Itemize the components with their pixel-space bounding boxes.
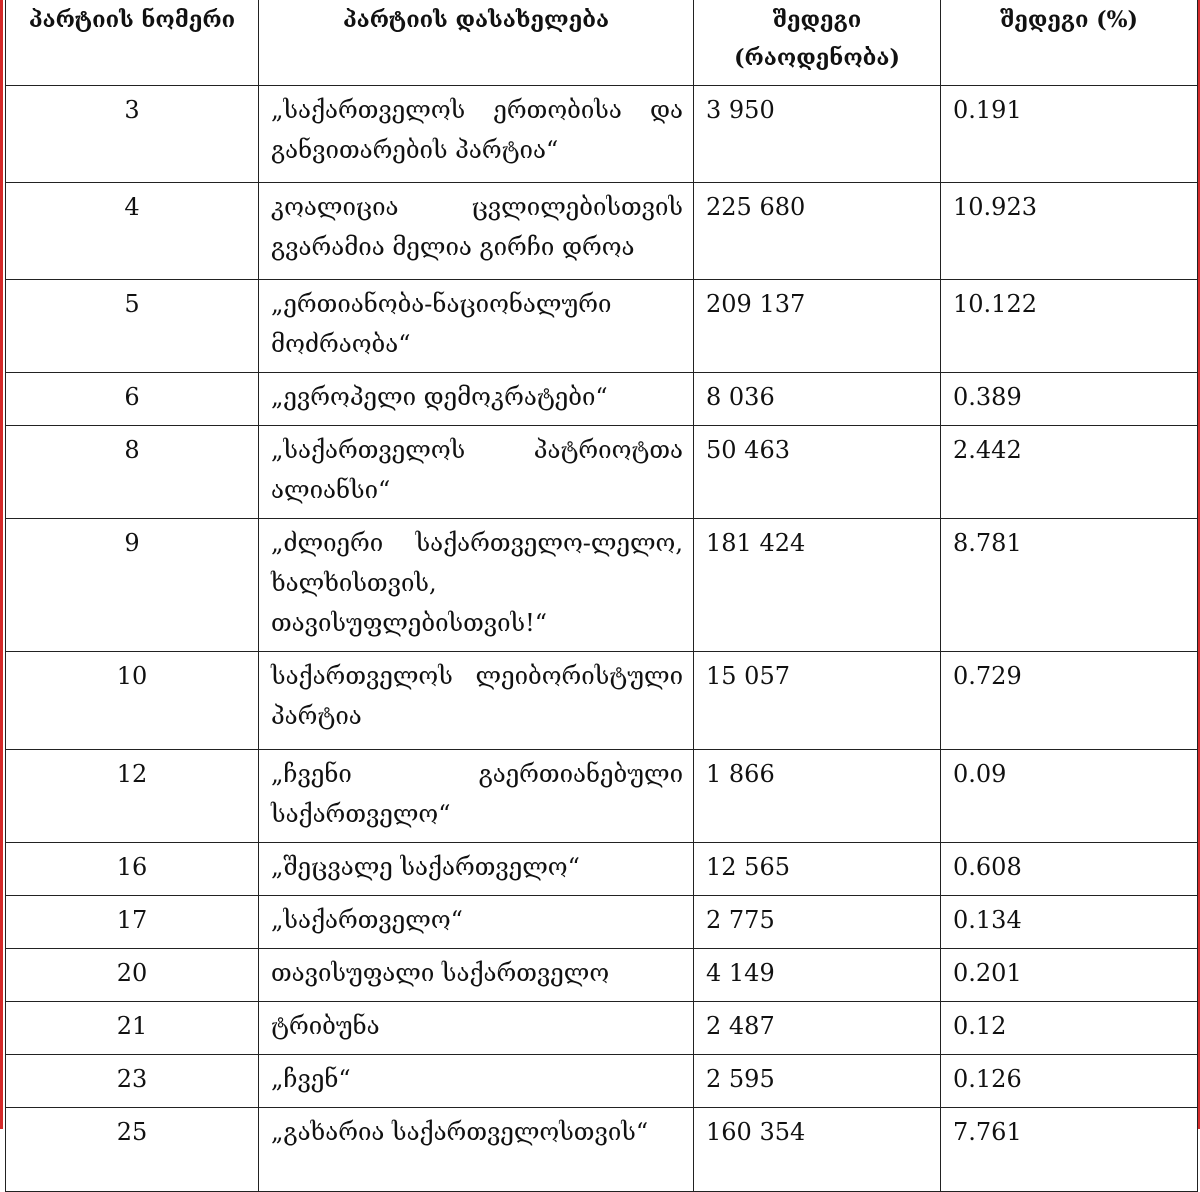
party-name: „საქართველოს ერთობისა და განვითარების პარტია“ <box>259 86 694 183</box>
vote-percent: 2.442 <box>941 426 1198 519</box>
header-row <box>6 0 1198 86</box>
table-row <box>6 280 1198 373</box>
table-row <box>6 1002 1198 1055</box>
party-name: კოალიცია ცვლილებისთვის გვარამია მელია გირჩი დროა <box>259 183 694 280</box>
vote-count: 50 463 <box>694 426 941 519</box>
vote-percent: 10.923 <box>941 183 1198 280</box>
vote-percent: 0.126 <box>941 1055 1198 1108</box>
party-number: 23 <box>6 1055 259 1108</box>
table-row <box>6 373 1198 426</box>
party-number: 16 <box>6 843 259 896</box>
vote-count: 225 680 <box>694 183 941 280</box>
vote-percent: 0.608 <box>941 843 1198 896</box>
party-number: 9 <box>6 519 259 652</box>
table-row <box>6 652 1198 750</box>
election-results-table <box>5 0 1198 1192</box>
vote-percent: 8.781 <box>941 519 1198 652</box>
party-number: 25 <box>6 1108 259 1192</box>
party-name: „ერთიანობა-ნაციონალური მოძრაობა“ <box>259 280 694 373</box>
party-number: 6 <box>6 373 259 426</box>
vote-percent: 0.389 <box>941 373 1198 426</box>
party-number: 21 <box>6 1002 259 1055</box>
party-number: 4 <box>6 183 259 280</box>
table-row <box>6 86 1198 183</box>
party-number: 20 <box>6 949 259 1002</box>
party-name: ტრიბუნა <box>259 1002 694 1055</box>
table-row <box>6 519 1198 652</box>
vote-count: 4 149 <box>694 949 941 1002</box>
header-result-percent: შედეგი (%) <box>941 0 1198 86</box>
party-name: „საქართველო“ <box>259 896 694 949</box>
vote-percent: 0.729 <box>941 652 1198 750</box>
vote-percent: 0.09 <box>941 750 1198 843</box>
table-row <box>6 1108 1198 1192</box>
header-result-count: შედეგი (რაოდენობა) <box>694 0 941 86</box>
vote-percent: 0.12 <box>941 1002 1198 1055</box>
header-party-name: პარტიის დასახელება <box>259 0 694 86</box>
party-name: „საქართველოს პატრიოტთა ალიანსი“ <box>259 426 694 519</box>
party-number: 17 <box>6 896 259 949</box>
vote-count: 8 036 <box>694 373 941 426</box>
vote-count: 2 487 <box>694 1002 941 1055</box>
vote-percent: 0.201 <box>941 949 1198 1002</box>
vote-count: 1 866 <box>694 750 941 843</box>
vote-count: 12 565 <box>694 843 941 896</box>
party-number: 3 <box>6 86 259 183</box>
party-name: „შეცვალე საქართველო“ <box>259 843 694 896</box>
party-name: „ჩვენ“ <box>259 1055 694 1108</box>
table-row <box>6 1055 1198 1108</box>
vote-percent: 10.122 <box>941 280 1198 373</box>
vote-count: 2 775 <box>694 896 941 949</box>
party-name: თავისუფალი საქართველო <box>259 949 694 1002</box>
party-number: 10 <box>6 652 259 750</box>
party-number: 5 <box>6 280 259 373</box>
table-row <box>6 183 1198 280</box>
vote-count: 209 137 <box>694 280 941 373</box>
header-party-number: პარტიის ნომერი <box>6 0 259 86</box>
vote-count: 181 424 <box>694 519 941 652</box>
table-row <box>6 949 1198 1002</box>
party-name: „ძლიერი საქართველო-ლელო, ხალხისთვის, თავისუფლებისთვის!“ <box>259 519 694 652</box>
vote-count: 160 354 <box>694 1108 941 1192</box>
table-row <box>6 750 1198 843</box>
vote-percent: 7.761 <box>941 1108 1198 1192</box>
party-name: საქართველოს ლეიბორისტული პარტია <box>259 652 694 750</box>
table-row <box>6 843 1198 896</box>
vote-count: 2 595 <box>694 1055 941 1108</box>
party-name: „ჩვენი გაერთიანებული საქართველო“ <box>259 750 694 843</box>
vote-percent: 0.191 <box>941 86 1198 183</box>
party-number: 12 <box>6 750 259 843</box>
table-row <box>6 896 1198 949</box>
vote-count: 3 950 <box>694 86 941 183</box>
party-name: „გახარია საქართველოსთვის“ <box>259 1108 694 1192</box>
vote-count: 15 057 <box>694 652 941 750</box>
party-number: 8 <box>6 426 259 519</box>
vote-percent: 0.134 <box>941 896 1198 949</box>
party-name: „ევროპელი დემოკრატები“ <box>259 373 694 426</box>
table-row <box>6 426 1198 519</box>
